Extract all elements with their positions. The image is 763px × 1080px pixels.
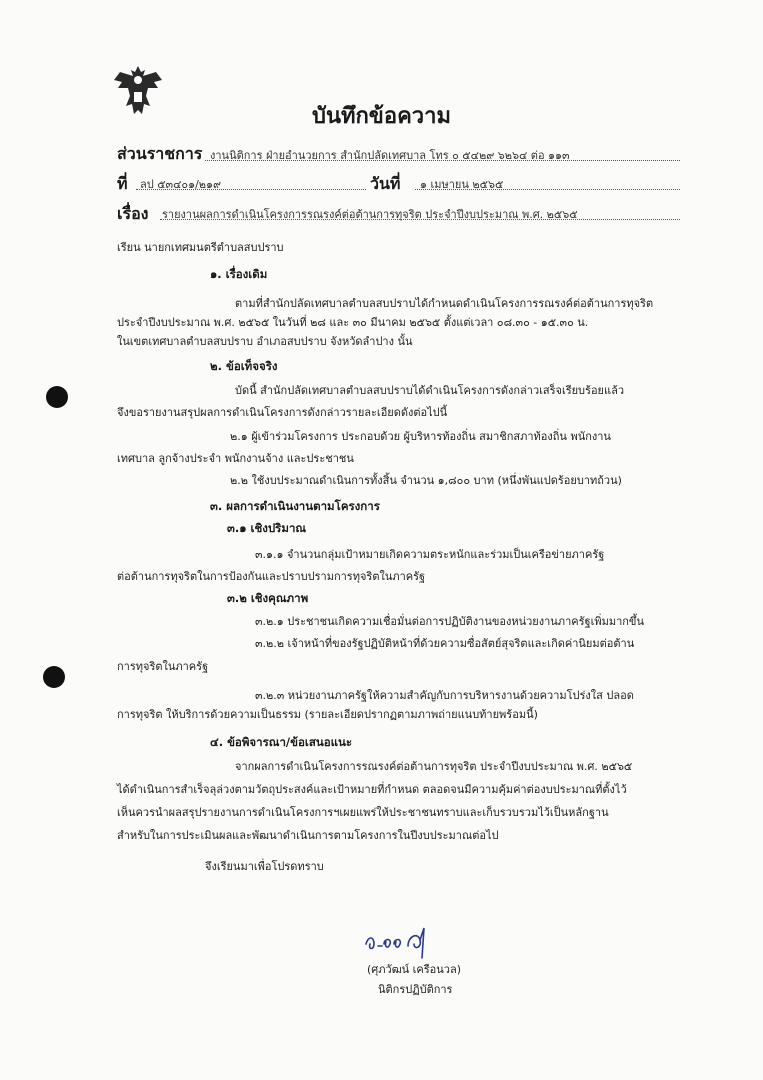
- section-2-2: ๒.๒ ใช้งบประมาณดำเนินการทั้งสิ้น จำนวน ๑,๘๐๐ บาท (หนึ่งพันแปดร้อยบาทถ้วน): [230, 474, 622, 487]
- handwritten-signature-icon: [362, 922, 442, 962]
- punch-hole-top: [46, 386, 68, 408]
- signer-position: นิติกรปฏิบัติการ: [378, 983, 453, 996]
- section-1-line-3: ในเขตเทศบาลตำบลสบปราบ อำเภอสบปราบ จังหวัดลำปาง นั้น: [117, 335, 413, 348]
- punch-hole-bottom: [43, 666, 65, 688]
- section-1-line-1: ตามที่สำนักปลัดเทศบาลตำบลสบปราบได้กำหนดดำเนินโครงการรณรงค์ต่อต้านการทุจริต: [235, 297, 654, 310]
- ref-value: ลป ๕๓๔๐๑/๒๑๙: [140, 178, 222, 191]
- section-3-1-heading: ๓.๑ เชิงปริมาณ: [227, 521, 307, 535]
- salutation: เรียน นายกเทศมนตรีตำบลสบปราบ: [117, 241, 284, 254]
- subject-value: รายงานผลการดำเนินโครงการรณรงค์ต่อต้านการทุจริต ประจำปีงบประมาณ พ.ศ. ๒๕๖๕: [162, 208, 578, 221]
- section-3-2-2-line-1: ๓.๒.๒ เจ้าหน้าที่ของรัฐปฏิบัติหน้าที่ด้วยความซื่อสัตย์สุจริตและเกิดค่านิยมต่อต้าน: [255, 637, 635, 650]
- section-3-2-1: ๓.๒.๑ ประชาชนเกิดความเชื่อมั่นต่อการปฏิบัติงานของหน่วยงานภาครัฐเพิ่มมากขึ้น: [255, 615, 644, 628]
- section-3-2-heading: ๓.๒ เชิงคุณภาพ: [227, 591, 309, 605]
- section-2-line-2: จึงขอรายงานสรุปผลการดำเนินโครงการดังกล่าวรายละเอียดดังต่อไปนี้: [117, 406, 448, 419]
- section-4-line-2: ได้ดำเนินการสำเร็จลุล่วงตามวัตถุประสงค์และเป้าหมายที่กำหนด ตลอดจนมีความคุ้มค่าต่องบประมาณที่ตั้งไว้: [117, 783, 627, 796]
- agency-value: งานนิติการ ฝ่ายอำนวยการ สำนักปลัดเทศบาล โทร ๐ ๕๔๒๙ ๖๒๖๔ ต่อ ๑๑๓: [210, 149, 570, 162]
- section-2-line-1: บัดนี้ สำนักปลัดเทศบาลตำบลสบปราบได้ดำเนินโครงการดังกล่าวเสร็จเรียบร้อยแล้ว: [235, 384, 625, 397]
- section-2-1-line-2: เทศบาล ลูกจ้างประจำ พนักงานจ้าง และประชาชน: [117, 452, 354, 465]
- signer-name: (ศุภวัฒน์ เครือนวล): [367, 963, 462, 976]
- section-4-heading: ๔. ข้อพิจารณา/ข้อเสนอแนะ: [210, 735, 353, 749]
- ref-label: ที่: [117, 174, 128, 193]
- section-4-line-3: เห็นควรนำผลสรุปรายงานการดำเนินโครงการฯเผยแพร่ให้ประชาชนทราบและเก็บรวบรวมไว้เป็นหลักฐาน: [117, 806, 609, 819]
- memo-title: บันทึกข้อความ: [311, 103, 451, 129]
- section-4-line-1: จากผลการดำเนินโครงการรณรงค์ต่อต้านการทุจริต ประจำปีงบประมาณ พ.ศ. ๒๕๖๕: [235, 760, 633, 773]
- section-2-heading: ๒. ข้อเท็จจริง: [210, 359, 278, 373]
- section-3-2-2-line-2: การทุจริตในภาครัฐ: [117, 660, 209, 673]
- section-4-line-4: สำหรับในการประเมินผลและพัฒนาดำเนินการตามโครงการในปีงบประมาณต่อไป: [117, 829, 499, 842]
- date-label: วันที่: [370, 174, 401, 193]
- section-3-1-1-line-2: ต่อต้านการทุจริตในการป้องกันและปราบปรามการทุจริตในภาครัฐ: [117, 570, 426, 583]
- subject-label: เรื่อง: [117, 204, 149, 223]
- section-1-line-2: ประจำปีงบประมาณ พ.ศ. ๒๕๖๕ ในวันที่ ๒๘ และ ๓๐ มีนาคม ๒๕๖๕ ตั้งแต่เวลา ๐๘.๓๐ - ๑๕.๓๐ น.: [117, 316, 589, 329]
- agency-label: ส่วนราชการ: [117, 144, 203, 163]
- section-2-1-line-1: ๒.๑ ผู้เข้าร่วมโครงการ ประกอบด้วย ผู้บริหารท้องถิ่น สมาชิกสภาท้องถิ่น พนักงาน: [230, 430, 611, 443]
- section-3-1-1-line-1: ๓.๑.๑ จำนวนกลุ่มเป้าหมายเกิดความตระหนักและร่วมเป็นเครือข่ายภาครัฐ: [255, 548, 605, 561]
- section-1-heading: ๑. เรื่องเดิม: [210, 267, 268, 281]
- closing-text: จึงเรียนมาเพื่อโปรดทราบ: [205, 860, 324, 873]
- section-3-heading: ๓. ผลการดำเนินงานตามโครงการ: [210, 499, 380, 513]
- section-3-2-3-line-2: การทุจริต ให้บริการด้วยความเป็นธรรม (รายละเอียดปรากฏตามภาพถ่ายแนบท้ายพร้อมนี้): [117, 708, 538, 721]
- date-value: ๑ เมษายน ๒๕๖๕: [420, 178, 504, 191]
- section-3-2-3-line-1: ๓.๒.๓ หน่วยงานภาครัฐให้ความสำคัญกับการบริหารงานด้วยความโปร่งใส ปลอด: [255, 689, 634, 702]
